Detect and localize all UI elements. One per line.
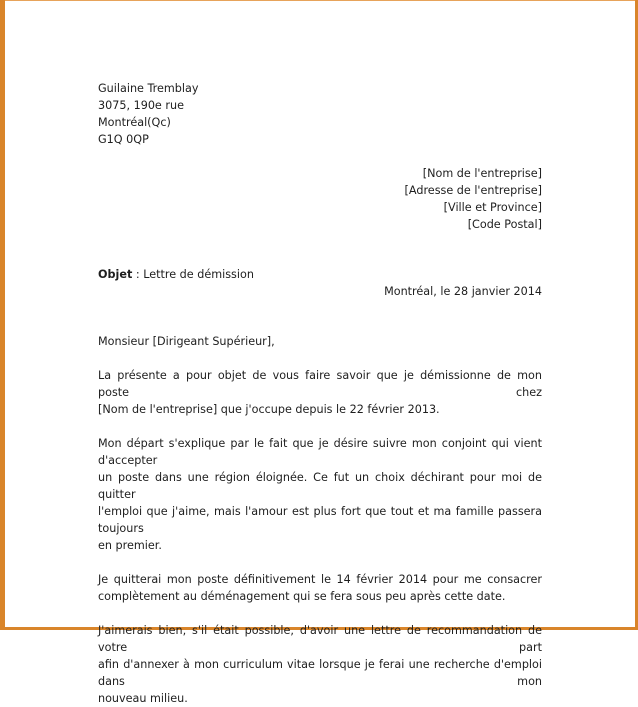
recipient-city-province: [Ville et Province] [443,201,542,214]
recipient-postal: [Code Postal] [467,218,542,231]
paragraph-line: La présente a pour objet de vous faire savoir que je démissionne de mon poste chez [98,369,542,399]
recipient-block [98,165,542,233]
paragraph-line: afin d'annexer à mon curriculum vitae lorsque je ferai une recherche d'emploi dans mon [98,658,542,688]
sender-city: Montréal(Qc) [98,116,171,129]
paragraph-line: nouveau milieu. [98,692,188,705]
salutation: Monsieur [Dirigeant Supérieur], [98,335,275,348]
paragraph-1 [98,367,542,418]
paragraph-line: en premier. [98,539,162,552]
paragraph-line: J'aimerais bien, s'il était possible, d'avoir une lettre de recommandation de votre part [98,624,542,654]
sender-name: Guilaine Tremblay [98,82,199,95]
subject-label: Objet [98,268,133,281]
subject-text: Lettre de démission [143,268,254,281]
paragraph-line: l'emploi que j'aime, mais l'amour est plus fort que tout et ma famille passera toujours [98,505,542,535]
sender-street: 3075, 190e rue [98,99,184,112]
paragraph-2 [98,435,542,554]
sender-block [98,80,542,148]
frame-top-border [0,0,638,1]
date-line: Montréal, le 28 janvier 2014 [384,285,542,298]
paragraph-line: Je quitterai mon poste définitivement le 14 février 2014 pour me consacrer [98,573,542,586]
recipient-address: [Adresse de l'entreprise] [404,184,542,197]
letter-body [98,80,542,707]
recipient-company: [Nom de l'entreprise] [422,167,542,180]
paragraph-3 [98,571,542,605]
subject-separator: : [132,268,144,281]
paragraph-line: un poste dans une région éloignée. Ce fut un choix déchirant pour moi de quitter [98,471,542,501]
paragraph-4 [98,622,542,707]
paragraph-line: [Nom de l'entreprise] que j'occupe depuis le 22 février 2013. [98,403,440,416]
subject-line [98,266,542,283]
frame-left-border [0,0,5,630]
sender-postal: G1Q 0QP [98,133,149,146]
paragraph-line: complètement au déménagement qui se fera sous peu après cette date. [98,590,506,603]
paragraph-line: Mon départ s'explique par le fait que je désire suivre mon conjoint qui vient d'accepter [98,437,542,467]
